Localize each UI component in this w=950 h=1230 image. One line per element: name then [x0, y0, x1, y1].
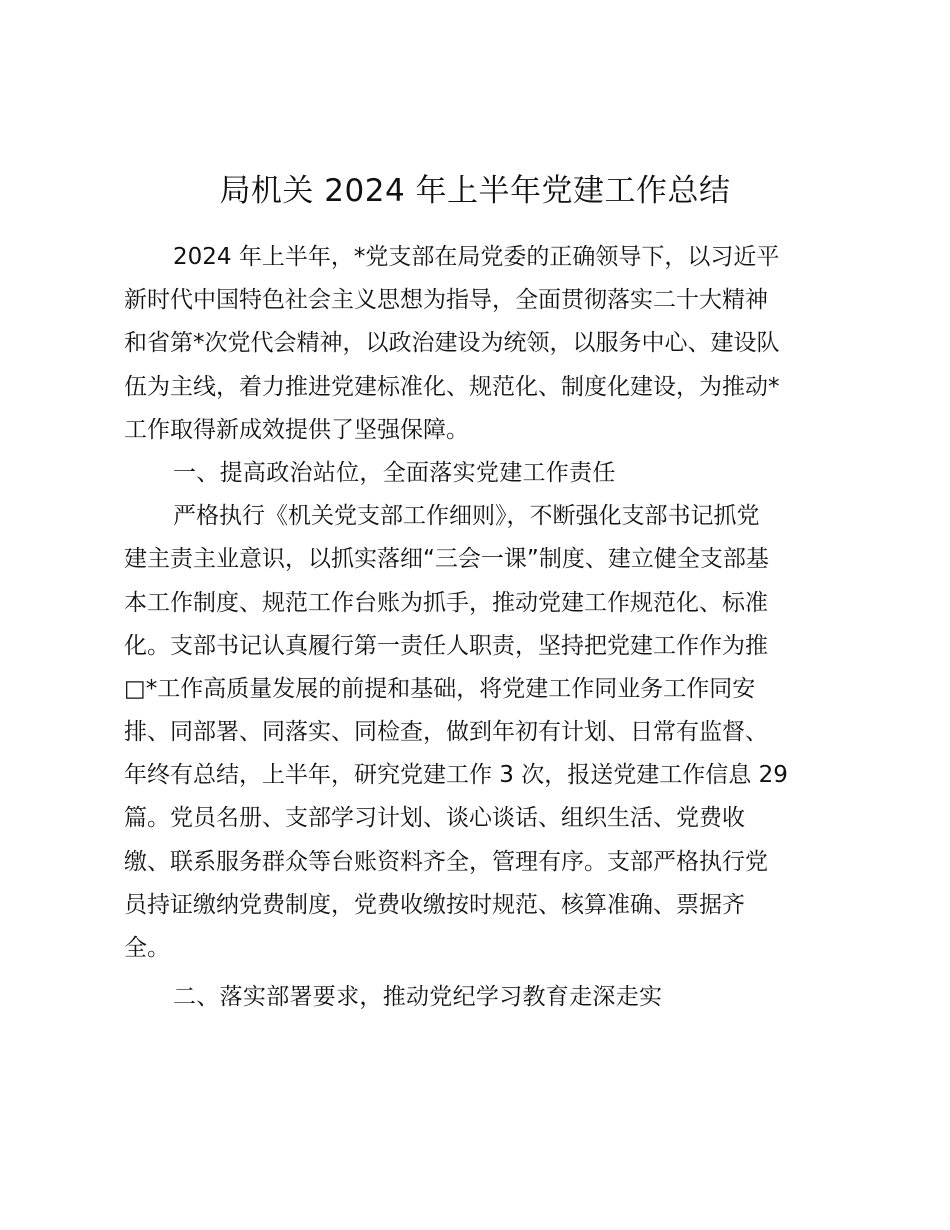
section-1-line: 排、同部署、同落实、同检查，做到年初有计划、日常有监督、 — [124, 719, 768, 746]
section-1-line: 本工作制度、规范工作台账为抓手，推动党建工作规范化、标准 — [124, 589, 768, 616]
section-1-line: 化。支部书记认真履行第一责任人职责，坚持把党建工作作为推 — [124, 632, 768, 659]
section-1-line: 全。 — [124, 935, 170, 961]
document-body — [124, 236, 836, 1019]
section-1-line: 建主责主业意识，以抓实落细“三会一课”制度、建立健全支部基 — [124, 546, 769, 573]
intro-line: 伍为主线，着力推进党建标准化、规范化、制度化建设，为推动* — [124, 373, 780, 400]
section-1-line: □*工作高质量发展的前提和基础，将党建工作同业务工作同安 — [124, 675, 756, 702]
intro-line: 新时代中国特色社会主义思想为指导，全面贯彻落实二十大精神 — [124, 287, 768, 314]
intro-line: 和省第*次党代会精神，以政治建设为统领，以服务中心、建设队 — [124, 330, 780, 357]
intro-paragraph — [124, 236, 836, 452]
intro-line: 2024 年上半年，*党支部在局党委的正确领导下，以习近平 — [173, 244, 780, 270]
section-1-line: 员持证缴纳党费制度，党费收缴按时规范、核算准确、票据齐 — [124, 891, 745, 918]
section-1-paragraph — [124, 495, 836, 970]
section-1-line: 严格执行《机关党支部工作细则》，不断强化支部书记抓党 — [173, 503, 760, 530]
intro-line: 工作取得新成效提供了坚强保障。 — [124, 416, 469, 443]
section-2-heading: 二、落实部署要求，推动党纪学习教育走深走实 — [173, 984, 663, 1011]
section-1-line: 年终有总结，上半年，研究党建工作 3 次，报送党建工作信息 29 — [124, 762, 788, 789]
section-1-line: 缴、联系服务群众等台账资料齐全，管理有序。支部严格执行党 — [124, 848, 768, 875]
document-title: 局机关 2024 年上半年党建工作总结 — [219, 173, 731, 209]
section-1-heading: 一、提高政治站位，全面落实党建工作责任 — [173, 459, 616, 486]
section-1-line: 篇。党员名册、支部学习计划、谈心谈话、组织生活、党费收 — [124, 805, 745, 832]
